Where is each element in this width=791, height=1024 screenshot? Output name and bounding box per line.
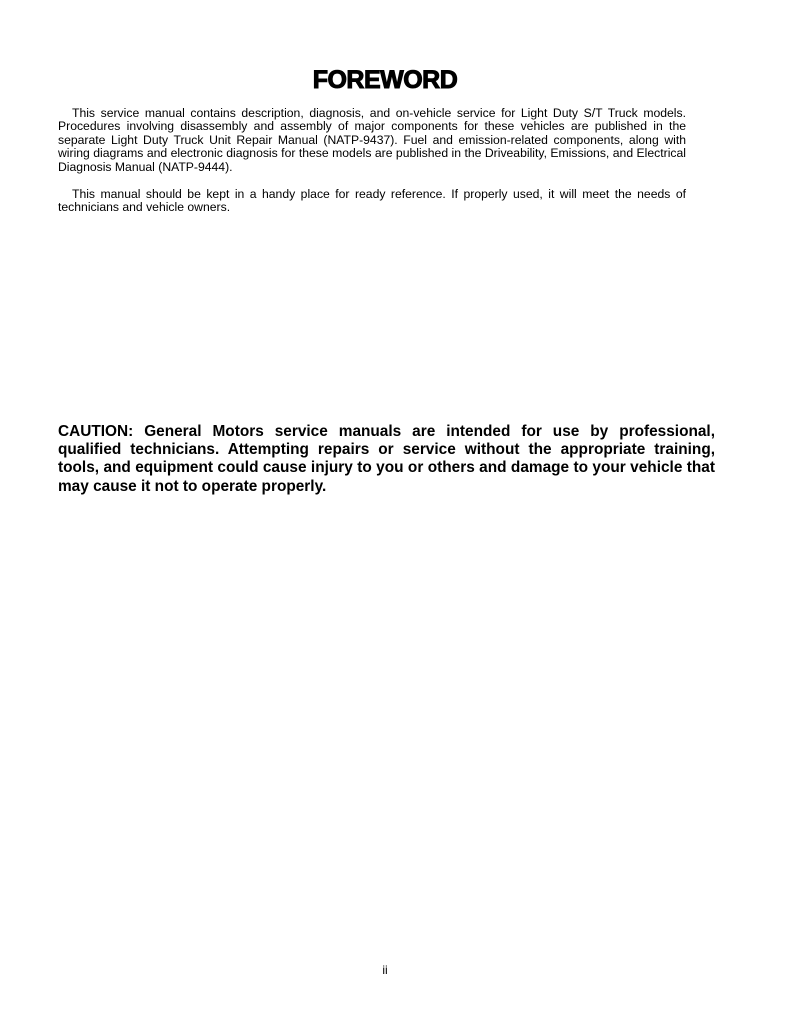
intro-paragraph: This service manual contains description, diagnosis, and on-vehicle service for Light Duty S/T Truck models. Procedures involving disassembly and assembly of major components for these vehicles are published in the separate Light Duty Truck Unit Repair Manual (NATP-9437). Fuel and emission-related components, along with wiring diagrams and electronic diagnosis for these models are published in the Driveability, Emissions, and Electrical Diagnosis Manual (NATP-9444). xyxy=(58,106,686,174)
page-title: FOREWORD xyxy=(312,66,458,94)
caution-notice: CAUTION: General Motors service manuals are intended for use by professional, qualified technicians. Attempting repairs or service without the appropriate training, tools, and equipment could cause injury to you or others and damage to your vehicle that may cause it not to operate properly. xyxy=(58,423,715,495)
intro-paragraph-2-block xyxy=(58,188,686,215)
page-number: ii xyxy=(382,963,388,977)
intro-paragraph: This manual should be kept in a handy place for ready reference. If properly used, it will meet the needs of technicians and vehicle owners. xyxy=(58,187,686,215)
intro-paragraph-1-block xyxy=(58,107,686,174)
